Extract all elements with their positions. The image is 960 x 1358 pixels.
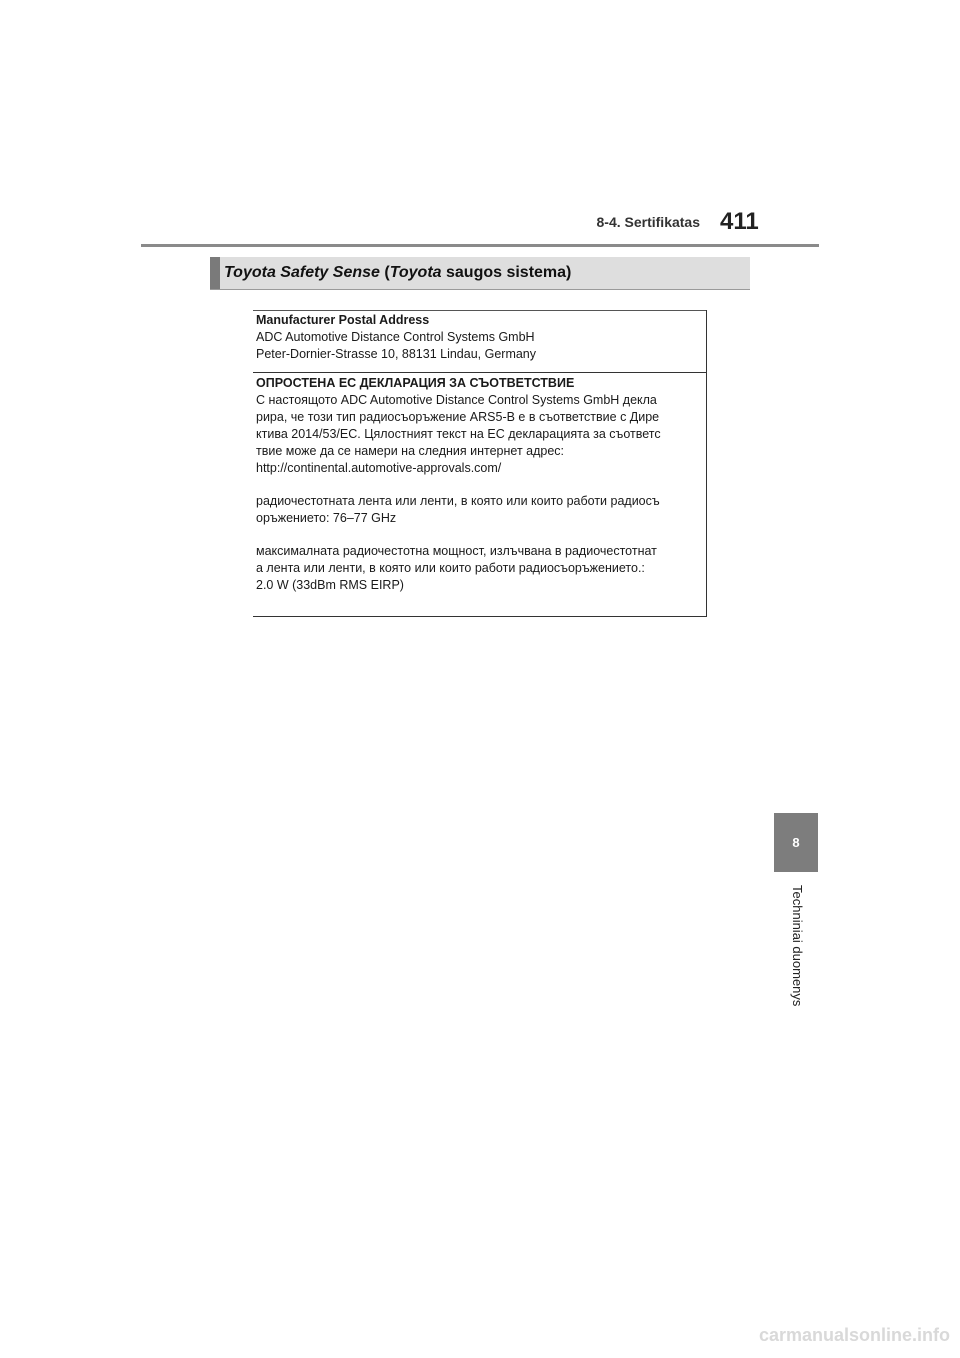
chapter-label: Techniniai duomenys	[790, 885, 805, 1007]
declaration-url: http://continental.automotive-approvals.com/	[256, 461, 502, 475]
chapter-number: 8	[792, 835, 800, 850]
power-line: а лента или ленти, в която или които работи радиосъоръжението.:	[256, 561, 645, 575]
section-title-paren: (	[379, 264, 390, 281]
manufacturer-line: Peter-Dornier-Strasse 10, 88131 Lindau, Germany	[256, 347, 537, 361]
manufacturer-heading: Manufacturer Postal Address	[256, 313, 430, 327]
declaration-line: С настоящото ADC Automotive Distance Control Systems GmbH декла	[256, 393, 657, 407]
manufacturer-block	[256, 312, 708, 363]
declaration-line: твие може да се намери на следния интернет адрес:	[256, 444, 565, 458]
band-line: радиочестотната лента или ленти, в която или които работи радиосъ	[256, 494, 660, 508]
section-title-rest: saugos sistema)	[441, 264, 572, 281]
manufacturer-line: ADC Automotive Distance Control Systems GmbH	[256, 330, 535, 344]
power-line: 2.0 W (33dBm RMS EIRP)	[256, 578, 404, 592]
declaration-heading: ОПРОСТЕНА ЕС ДЕКЛАРАЦИЯ ЗА СЪОТВЕТСТВИЕ	[256, 376, 575, 390]
section-title-brand-2: Toyota	[389, 264, 442, 281]
section-title-brand: Toyota Safety Sense	[224, 264, 380, 281]
watermark: carmanualsonline.info	[758, 1325, 950, 1345]
power-line: максималната радиочестотна мощност, излъчвана в радиочестотнат	[256, 544, 657, 558]
header-divider	[141, 244, 819, 247]
band-line: оръжението: 76–77 GHz	[256, 511, 397, 525]
certificate-top-border	[253, 310, 707, 311]
declaration-line: ктива 2014/53/ЕС. Цялостният текст на ЕС декларацията за съответс	[256, 427, 661, 441]
certificate-box	[253, 310, 707, 617]
declaration-block	[256, 375, 708, 594]
section-title	[224, 264, 571, 282]
certificate-bottom-border	[253, 616, 707, 617]
declaration-line: рира, че този тип радиосъоръжение ARS5-B е в съответствие с Дире	[256, 410, 660, 424]
banner-accent-bar	[210, 257, 220, 289]
page-number: 411	[720, 208, 759, 235]
header-section-title: 8-4. Sertifikatas	[596, 214, 700, 230]
chapter-tab	[774, 813, 818, 872]
section-banner	[210, 257, 750, 290]
certificate-divider	[253, 372, 707, 373]
